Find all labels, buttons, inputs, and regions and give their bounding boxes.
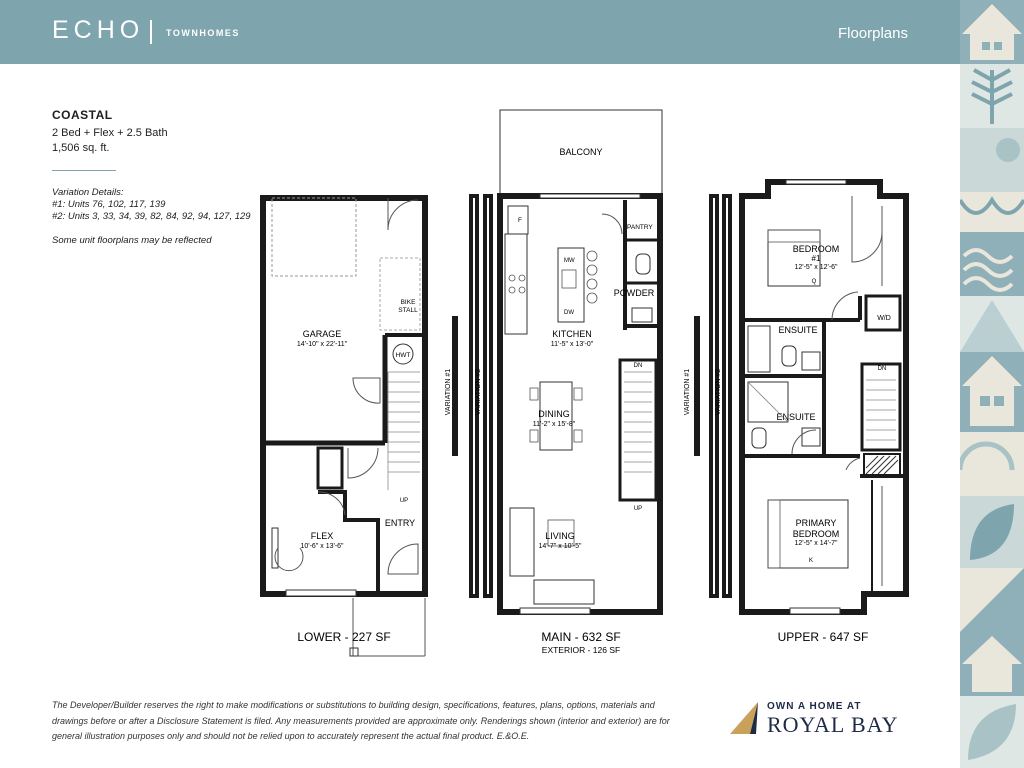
primary-dim: 12'-5" x 14'-7" — [794, 540, 838, 547]
section-title: Floorplans — [837, 25, 908, 42]
legal-disclaimer: The Developer/Builder reserves the right to make modifications or substitutions to building design, specifications, features, plans, options, materials and drawings before or after a Disclosure Statement is filed. Any measurements provided are approximate only. Renderings shown (interior and exterior) are for general illustration purposes only and should not be relied upon to accurately represent the actual final product. E.&O.E. — [52, 700, 670, 741]
kitchen-dim: 11'-5" x 13'-0" — [550, 341, 594, 348]
bedroom1-label: BEDROOM — [792, 244, 840, 254]
powder-label: POWDER — [613, 288, 655, 298]
royal-bay-sail-logo — [728, 700, 760, 736]
primary-bedroom-label: BEDROOM — [792, 529, 840, 539]
plan-name: COASTAL — [52, 108, 113, 122]
king-bed-label: K — [808, 558, 814, 564]
dining-dim: 11'-2" x 15'-8" — [532, 421, 576, 428]
plan-area: 1,506 sq. ft. — [52, 142, 110, 154]
brand-subtitle: TOWNHOMES — [166, 28, 240, 38]
upper-variation-1: VARIATION #1 — [684, 368, 691, 416]
garage-label: GARAGE — [302, 329, 342, 339]
living-label: LIVING — [545, 531, 575, 541]
lower-floor-plan — [263, 198, 425, 656]
upper-floor-title: UPPER - 647 SF — [777, 630, 869, 644]
main-dn-label: DN — [633, 363, 643, 369]
reflected-note: Some unit floorplans may be reflected — [52, 235, 212, 246]
living-dim: 14'-7" x 10'-5" — [538, 543, 582, 550]
bedroom1-number: #1 — [811, 254, 821, 263]
flex-label: FLEX — [310, 531, 334, 541]
bedroom1-dim: 12'-5" x 12'-6" — [794, 264, 838, 271]
dishwasher-label: DW — [564, 310, 574, 316]
upper-variation-2: VARIATION #2 — [715, 368, 722, 416]
main-up-label: UP — [633, 506, 643, 512]
ensuite-2-label: ENSUITE — [776, 412, 816, 422]
pantry-label: PANTRY — [627, 224, 653, 231]
lower-floor-title: LOWER - 227 SF — [297, 630, 391, 644]
upper-floor-plan — [684, 180, 906, 644]
upper-dn-label: DN — [877, 366, 887, 372]
variation-1: #1: Units 76, 102, 117, 139 — [52, 199, 166, 210]
brand-logo: ECHO — [52, 16, 145, 44]
plan-beds: 2 Bed + Flex + 2.5 Bath — [52, 127, 168, 139]
primary-label: PRIMARY — [795, 518, 837, 528]
garage-dim: 14'-10" x 22'-11" — [296, 341, 348, 348]
royal-bay-wordmark: ROYAL BAY — [767, 712, 899, 737]
main-exterior: EXTERIOR - 126 SF — [541, 645, 621, 655]
main-floor-plan — [445, 110, 662, 655]
stall-label: STALL — [398, 307, 418, 314]
own-a-home-text: OWN A HOME AT — [767, 701, 862, 712]
pattern-graphic — [960, 0, 1024, 768]
washer-dryer-label: W/D — [877, 315, 891, 322]
variation-2: #2: Units 3, 33, 34, 39, 82, 84, 92, 94, 127, 129 — [52, 211, 251, 222]
microwave-label: MW — [564, 258, 575, 264]
kitchen-label: KITCHEN — [552, 329, 592, 339]
main-floor-title: MAIN - 632 SF — [541, 630, 621, 644]
decorative-pattern-strip — [960, 0, 1024, 768]
main-variation-1: VARIATION #1 — [445, 368, 452, 416]
queen-bed-label: Q — [811, 279, 817, 285]
hwt-label: HWT — [395, 352, 411, 359]
main-variation-2: VARIATION #2 — [475, 368, 482, 416]
lower-up-label: UP — [399, 498, 409, 504]
balcony-label: BALCONY — [559, 147, 603, 157]
entry-label: ENTRY — [384, 518, 416, 528]
variation-title: Variation Details: — [52, 187, 124, 198]
bike-label: BIKE — [400, 299, 416, 306]
ensuite-1-label: ENSUITE — [778, 325, 818, 335]
fridge-label: F — [518, 217, 522, 224]
dining-label: DINING — [538, 409, 570, 419]
flex-dim: 10'-6" x 13'-6" — [300, 543, 344, 550]
